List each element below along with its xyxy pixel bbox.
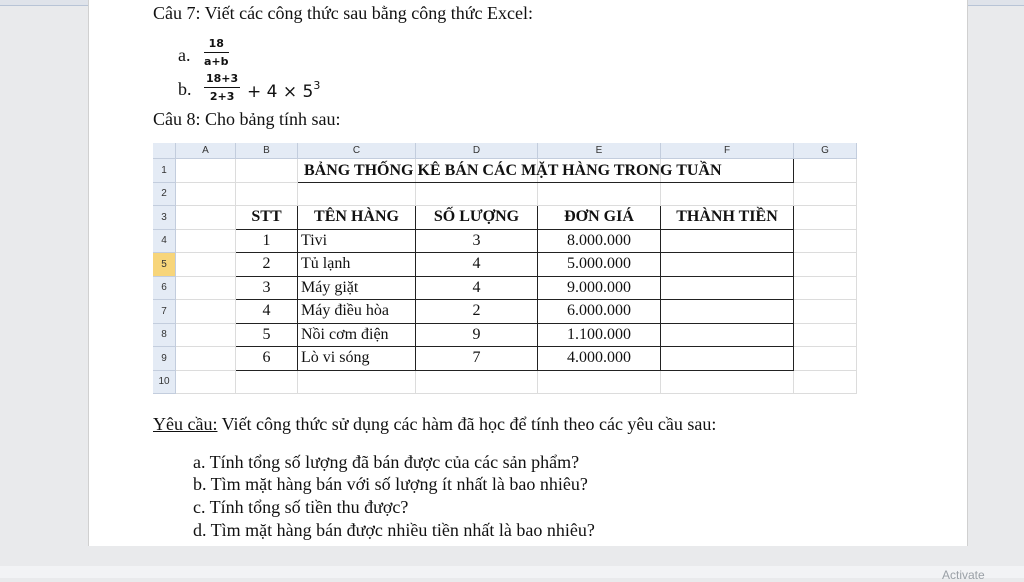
question-8: Câu 8: Cho bảng tính sau: <box>153 109 341 129</box>
row-header-1[interactable]: 1 <box>153 159 176 183</box>
table-cell <box>661 230 794 254</box>
row-header-5[interactable]: 5 <box>153 253 176 277</box>
column-header-f[interactable]: F <box>661 143 794 159</box>
table-header-cell: THÀNH TIỀN <box>661 206 794 230</box>
table-cell: Tivi <box>298 230 416 254</box>
row-header-3[interactable]: 3 <box>153 206 176 230</box>
grid-cell <box>176 206 236 230</box>
q7b-exponent: 3 <box>313 79 321 92</box>
column-header-e[interactable]: E <box>538 143 661 159</box>
table-cell <box>661 324 794 348</box>
column-header-b[interactable]: B <box>236 143 298 159</box>
grid-cell <box>416 371 538 395</box>
spreadsheet <box>153 143 857 398</box>
table-cell <box>661 347 794 371</box>
q7b-numerator: 18+3 <box>204 72 240 88</box>
grid-cell <box>794 230 857 254</box>
question-7: Câu 7: Viết các công thức sau bằng công thức Excel: <box>153 3 533 23</box>
q7a-denominator: a+b <box>204 55 229 68</box>
table-cell: 4 <box>416 253 538 277</box>
table-cell: Máy điều hòa <box>298 300 416 324</box>
row-header-4[interactable]: 4 <box>153 230 176 254</box>
table-cell: Tủ lạnh <box>298 253 416 277</box>
grid-cell <box>794 347 857 371</box>
grid-cell <box>176 253 236 277</box>
q7a-fraction <box>204 37 229 68</box>
grid-cell <box>661 371 794 395</box>
q7b-expression <box>247 79 320 102</box>
grid-cell <box>794 277 857 301</box>
table-cell: 5 <box>236 324 298 348</box>
column-header-c[interactable]: C <box>298 143 416 159</box>
row-header-6[interactable]: 6 <box>153 277 176 301</box>
table-cell: Máy giặt <box>298 277 416 301</box>
row-header-8[interactable]: 8 <box>153 324 176 348</box>
grid-cell <box>176 230 236 254</box>
grid-cell <box>794 159 857 183</box>
table-cell <box>661 253 794 277</box>
table-cell: 4 <box>416 277 538 301</box>
table-cell: 4.000.000 <box>538 347 661 371</box>
q7a-label: a. <box>178 45 191 65</box>
row-header-10[interactable]: 10 <box>153 371 176 395</box>
grid-cell <box>176 347 236 371</box>
grid-cell <box>176 371 236 395</box>
grid-cell <box>538 183 661 207</box>
table-cell: 5.000.000 <box>538 253 661 277</box>
column-header-a[interactable]: A <box>176 143 236 159</box>
grid-cell <box>176 324 236 348</box>
table-cell: Lò vi sóng <box>298 347 416 371</box>
table-cell: 8.000.000 <box>538 230 661 254</box>
table-cell: 1.100.000 <box>538 324 661 348</box>
q7b-rest: + 4 × 5 <box>247 82 314 102</box>
activate-watermark: Activate <box>942 568 985 582</box>
row-header-7[interactable]: 7 <box>153 300 176 324</box>
table-cell: 3 <box>236 277 298 301</box>
table-cell: 6 <box>236 347 298 371</box>
q7b-denominator: 2+3 <box>209 90 235 103</box>
sheet-title: BẢNG THỐNG KÊ BÁN CÁC MẶT HÀNG TRONG TUẦN <box>304 162 722 179</box>
table-header-cell: TÊN HÀNG <box>298 206 416 230</box>
table-header-cell: STT <box>236 206 298 230</box>
grid-cell <box>794 183 857 207</box>
requirement-b: b. Tìm mặt hàng bán với số lượng ít nhất là bao nhiêu? <box>193 474 588 494</box>
requirements-intro <box>153 415 716 433</box>
table-cell: 9 <box>416 324 538 348</box>
table-cell: 4 <box>236 300 298 324</box>
table-cell: Nồi cơm điện <box>298 324 416 348</box>
grid-cell <box>794 206 857 230</box>
grid-cell <box>661 183 794 207</box>
grid-cell <box>236 371 298 395</box>
table-cell <box>661 277 794 301</box>
grid-cell <box>176 277 236 301</box>
table-cell: 1 <box>236 230 298 254</box>
grid-cell <box>176 300 236 324</box>
table-cell: 2 <box>236 253 298 277</box>
grid-cell <box>794 300 857 324</box>
q7a-numerator: 18 <box>204 37 229 53</box>
row-header-2[interactable]: 2 <box>153 183 176 207</box>
column-header-d[interactable]: D <box>416 143 538 159</box>
grid-cell <box>176 159 236 183</box>
grid-cell <box>236 183 298 207</box>
grid-cell <box>298 183 416 207</box>
table-cell: 2 <box>416 300 538 324</box>
bottom-bar <box>0 566 1024 578</box>
grid-cell <box>794 253 857 277</box>
grid-cell <box>538 371 661 395</box>
table-cell <box>661 300 794 324</box>
table-header-cell: SỐ LƯỢNG <box>416 206 538 230</box>
table-cell: 7 <box>416 347 538 371</box>
grid-cell <box>794 324 857 348</box>
grid-cell <box>298 371 416 395</box>
row-header-9[interactable]: 9 <box>153 347 176 371</box>
grid-cell <box>236 159 298 183</box>
requirement-a: a. Tính tổng số lượng đã bán được của các sản phẩm? <box>193 452 580 472</box>
column-header-g[interactable]: G <box>794 143 857 159</box>
sheet-corner <box>153 143 176 159</box>
grid-cell <box>176 183 236 207</box>
table-cell: 6.000.000 <box>538 300 661 324</box>
requirements-text: Viết công thức sử dụng các hàm đã học để tính theo các yêu cầu sau: <box>217 414 717 434</box>
q7b-label: b. <box>178 79 192 99</box>
q7b-fraction <box>204 72 240 103</box>
requirement-d: d. Tìm mặt hàng bán được nhiều tiền nhất là bao nhiêu? <box>193 520 595 540</box>
table-cell: 9.000.000 <box>538 277 661 301</box>
requirements-label: Yêu cầu: <box>153 414 218 434</box>
grid-cell <box>416 183 538 207</box>
table-cell: 3 <box>416 230 538 254</box>
grid-cell <box>794 371 857 395</box>
requirement-c: c. Tính tổng số tiền thu được? <box>193 497 409 517</box>
table-header-cell: ĐƠN GIÁ <box>538 206 661 230</box>
